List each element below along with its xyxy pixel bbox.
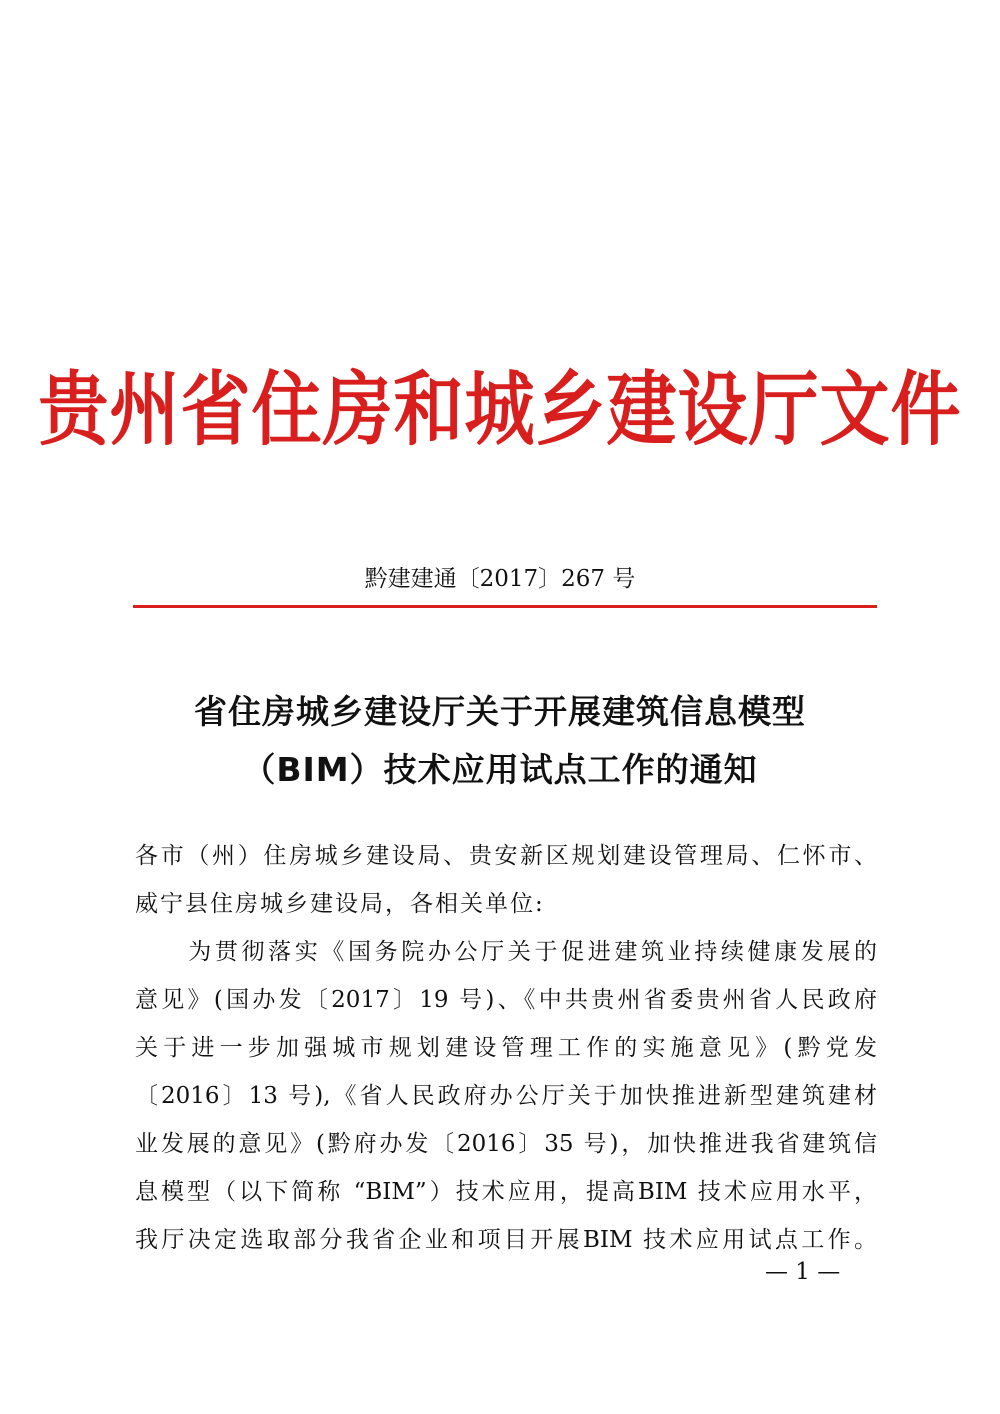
red-separator-line xyxy=(133,605,877,608)
body-line: 息模型（以下简称 “BIM”）技术应用，提高BIM 技术应用水平， xyxy=(135,1179,877,1205)
body-line: 威宁县住房城乡建设局，各相关单位: xyxy=(135,891,545,917)
body-line: 意见》(国办发〔2017〕19 号)、《中共贵州省委贵州省人民政府 xyxy=(135,987,877,1013)
body-line: 业发展的意见》(黔府办发〔2016〕35 号)，加快推进我省建筑信 xyxy=(135,1131,877,1157)
body-line: 各市（州）住房城乡建设局、贵安新区规划建设管理局、仁怀市、 xyxy=(135,843,877,869)
document-masthead: 贵州省住房和城乡建设厅文件 xyxy=(38,362,962,458)
body-line: 关于进一步加强城市规划建设管理工作的实施意见》(黔党发 xyxy=(135,1035,877,1061)
body-line: 为贯彻落实《国务院办公厅关于促进建筑业持续健康发展的 xyxy=(135,939,877,965)
page-number: — 1 — xyxy=(765,1259,841,1285)
notice-title-line-2: （BIM）技术应用试点工作的通知 xyxy=(242,750,758,789)
body-line: 〔2016〕13 号),《省人民政府办公厅关于加快推进新型建筑建材 xyxy=(135,1083,877,1109)
body-line: 我厅决定选取部分我省企业和项目开展BIM 技术应用试点工作。 xyxy=(135,1227,877,1253)
document-number: 黔建建通〔2017〕267 号 xyxy=(364,566,636,592)
notice-body xyxy=(135,832,877,1264)
notice-title-line-1: 省住房城乡建设厅关于开展建筑信息模型 xyxy=(194,692,806,731)
notice-title xyxy=(0,683,1000,799)
